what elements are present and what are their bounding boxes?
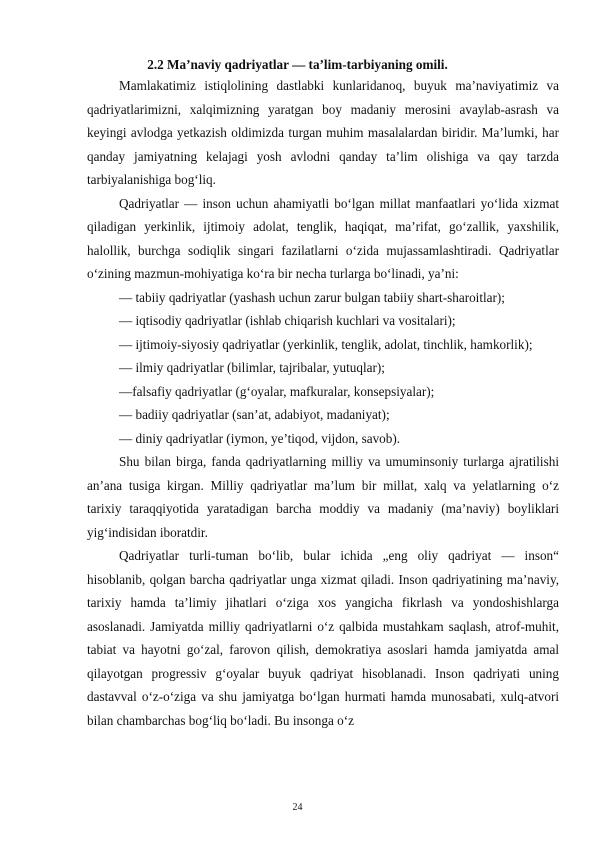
- list-item-socio-political: — ijtimoiy-siyosiy qadriyatlar (yerkinlik, tenglik, adolat, tinchlik, hamkorlik);: [119, 336, 533, 352]
- paragraph-human-value: Qadriyatlar turli-tuman bo‘lib, bular ichida „eng oliy qadriyat — inson“ hisoblanib, qolgan barcha qadriyatlar unga xizmat qiladi. Inson qadriyatining ma’naviy, tarixiy hamda ta’limiy jihatlari o‘ziga xos yangicha fikrlash va yondoshishlarga asoslanadi. Jamiyatda milliy qadriyatlarni o‘z qalbida mustahkam saqlash, atrof-muhit, tabiat va hayotni go‘zal, farovon qilish, demokratiya asoslari hamda jamiyatda amal qilayotgan progressiv g‘oyalar buyuk qadriyat hisoblanadi. Inson qadriyati uning dastavval o‘z-o‘ziga va shu jamiyatga bo‘lgan hurmati hamda munosabati, xulq-atvori bilan chambarchas bog‘liq bo‘ladi. Bu insonga o‘z: [87, 548, 559, 728]
- list-item-artistic: — badiiy qadriyatlar (san’at, adabiyot, madaniyat);: [119, 407, 390, 422]
- paragraph-national-values: Shu bilan birga, fanda qadriyatlarning milliy va umuminsoniy turlarga ajratilishi an’ana tusiga kirgan. Milliy qadriyatlar ma’lum bir millat, xalq va yelatlarning o‘z tarixiy taraqqiyotida yaratadigan barcha moddiy va madaniy (ma’naviy) boyliklari yig‘indisidan iboratdir.: [87, 454, 559, 540]
- paragraph-intro: Mamlakatimiz istiqlolining dastlabki kunlaridanoq, buyuk ma’naviyatimiz va qadriyatlarimizni, xalqimizning yaratgan boy madaniy merosini avaylab-asrash va keyingi avlodga yetkazish oldimizda turgan muhim masalalardan biridir. Ma’lumki, har qanday jamiyatning kelajagi yosh avlodni qanday ta’lim olishiga va qay tarzda tarbiyalanishiga bog‘liq.: [87, 78, 559, 187]
- list-item-religious: — diniy qadriyatlar (iymon, ye’tiqod, vijdon, savob).: [119, 430, 401, 446]
- list-item-economic: — iqtisodiy qadriyatlar (ishlab chiqarish kuchlari va vositalari);: [119, 313, 456, 328]
- list-item-scientific: — ilmiy qadriyatlar (bilimlar, tajribalar, yutuqlar);: [119, 360, 385, 375]
- page-number: 24: [292, 802, 303, 813]
- list-item-philosophical: —falsafiy qadriyatlar (g‘oyalar, mafkuralar, konsepsiyalar);: [119, 383, 435, 399]
- list-item-natural: — tabiiy qadriyatlar (yashash uchun zarur bulgan tabiiy shart-sharoitlar);: [119, 289, 505, 305]
- section-title: 2.2 Ma’naviy qadriyatlar — ta’lim-tarbiyaning omili.: [147, 57, 448, 72]
- document-body: [87, 74, 559, 732]
- paragraph-definition: Qadriyatlar — inson uchun ahamiyatli bo‘lgan millat manfaatlari yo‘lida xizmat qiladigan yerkinlik, ijtimoiy adolat, tenglik, haqiqat, ma’rifat, go‘zallik, yaxshilik, halollik, burchga sodiqlik singari fazilatlarni o‘zida mujassamlashtiradi. Qadriyatlar o‘zining mazmun-mohiyatiga ko‘ra bir necha turlarga bo‘linadi, ya’ni:: [87, 195, 559, 281]
